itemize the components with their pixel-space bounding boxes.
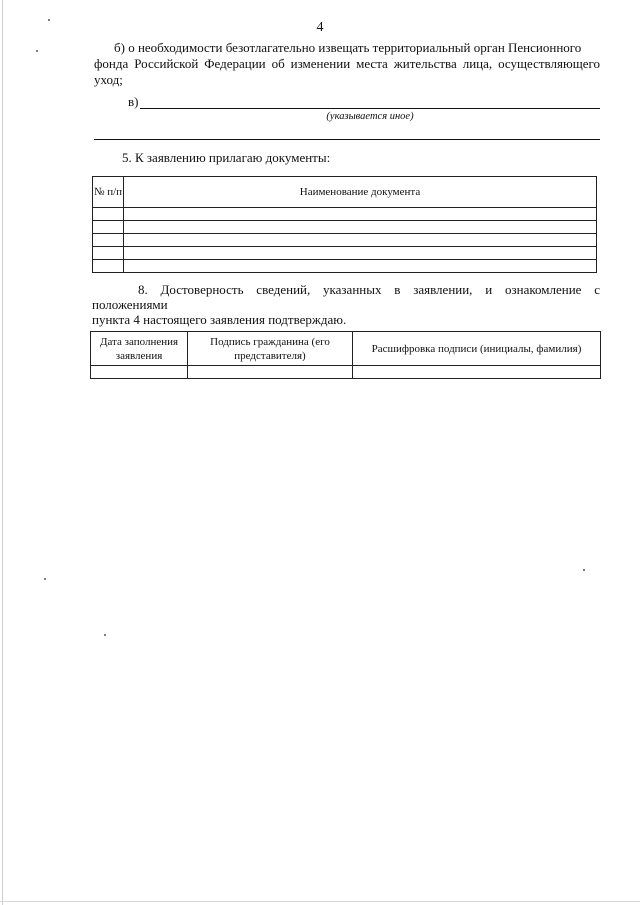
document-number-cell[interactable] — [93, 208, 124, 221]
signature-transcript-cell[interactable] — [353, 366, 601, 379]
section5-heading: 5. К заявлению прилагаю документы: — [122, 150, 331, 165]
page-number: 4 — [316, 20, 324, 35]
document-number-cell[interactable] — [93, 234, 124, 247]
signature-header: Подпись гражданина (его представителя) — [188, 332, 353, 366]
table-row — [93, 247, 597, 260]
table-row — [93, 260, 597, 273]
document-name-cell[interactable] — [124, 247, 597, 260]
documents-table-header-row — [93, 177, 597, 208]
scan-speck — [104, 634, 106, 636]
table-row — [91, 366, 601, 379]
document-name-cell[interactable] — [124, 221, 597, 234]
scan-edge-bottom — [0, 901, 640, 902]
scan-speck — [44, 578, 46, 580]
signature-cell[interactable] — [188, 366, 353, 379]
document-number-cell[interactable] — [93, 247, 124, 260]
scan-speck — [583, 569, 585, 571]
table-row — [93, 221, 597, 234]
documents-table — [92, 176, 597, 273]
fill-date-header: Дата заполнения заявления — [91, 332, 188, 366]
paragraph-b — [94, 40, 600, 88]
table-row — [93, 208, 597, 221]
document-name-cell[interactable] — [124, 260, 597, 273]
field-v-label: в) — [128, 94, 139, 109]
scan-edge-left — [2, 0, 3, 905]
field-v-input-line[interactable] — [140, 108, 600, 109]
signature-transcript-header: Расшифровка подписи (инициалы, фамилия) — [353, 332, 601, 366]
paragraph-b-line1: б) о необходимости безотлагательно извещать территориальный орган Пенсионного — [114, 40, 582, 55]
documents-number-header: № п/п — [93, 177, 124, 208]
signature-table-header-row — [91, 332, 601, 366]
table-row — [93, 234, 597, 247]
section8-paragraph — [92, 282, 600, 327]
scan-speck — [36, 50, 38, 52]
document-name-cell[interactable] — [124, 234, 597, 247]
field-v-continuation-line[interactable] — [94, 139, 600, 140]
document-number-cell[interactable] — [93, 221, 124, 234]
signature-table — [90, 331, 601, 379]
documents-name-header: Наименование документа — [124, 177, 597, 208]
paragraph-b-rest: фонда Российской Федерации об изменении места жительства лица, осуществляющего уход; — [94, 56, 600, 87]
document-number-cell[interactable] — [93, 260, 124, 273]
fill-date-cell[interactable] — [91, 366, 188, 379]
section8-line1: 8. Достоверность сведений, указанных в заявлении, и ознакомление с положениями — [92, 282, 600, 312]
field-v-hint: (указывается иное) — [326, 111, 414, 122]
document-name-cell[interactable] — [124, 208, 597, 221]
section8-rest: пункта 4 настоящего заявления подтверждаю. — [92, 312, 347, 327]
